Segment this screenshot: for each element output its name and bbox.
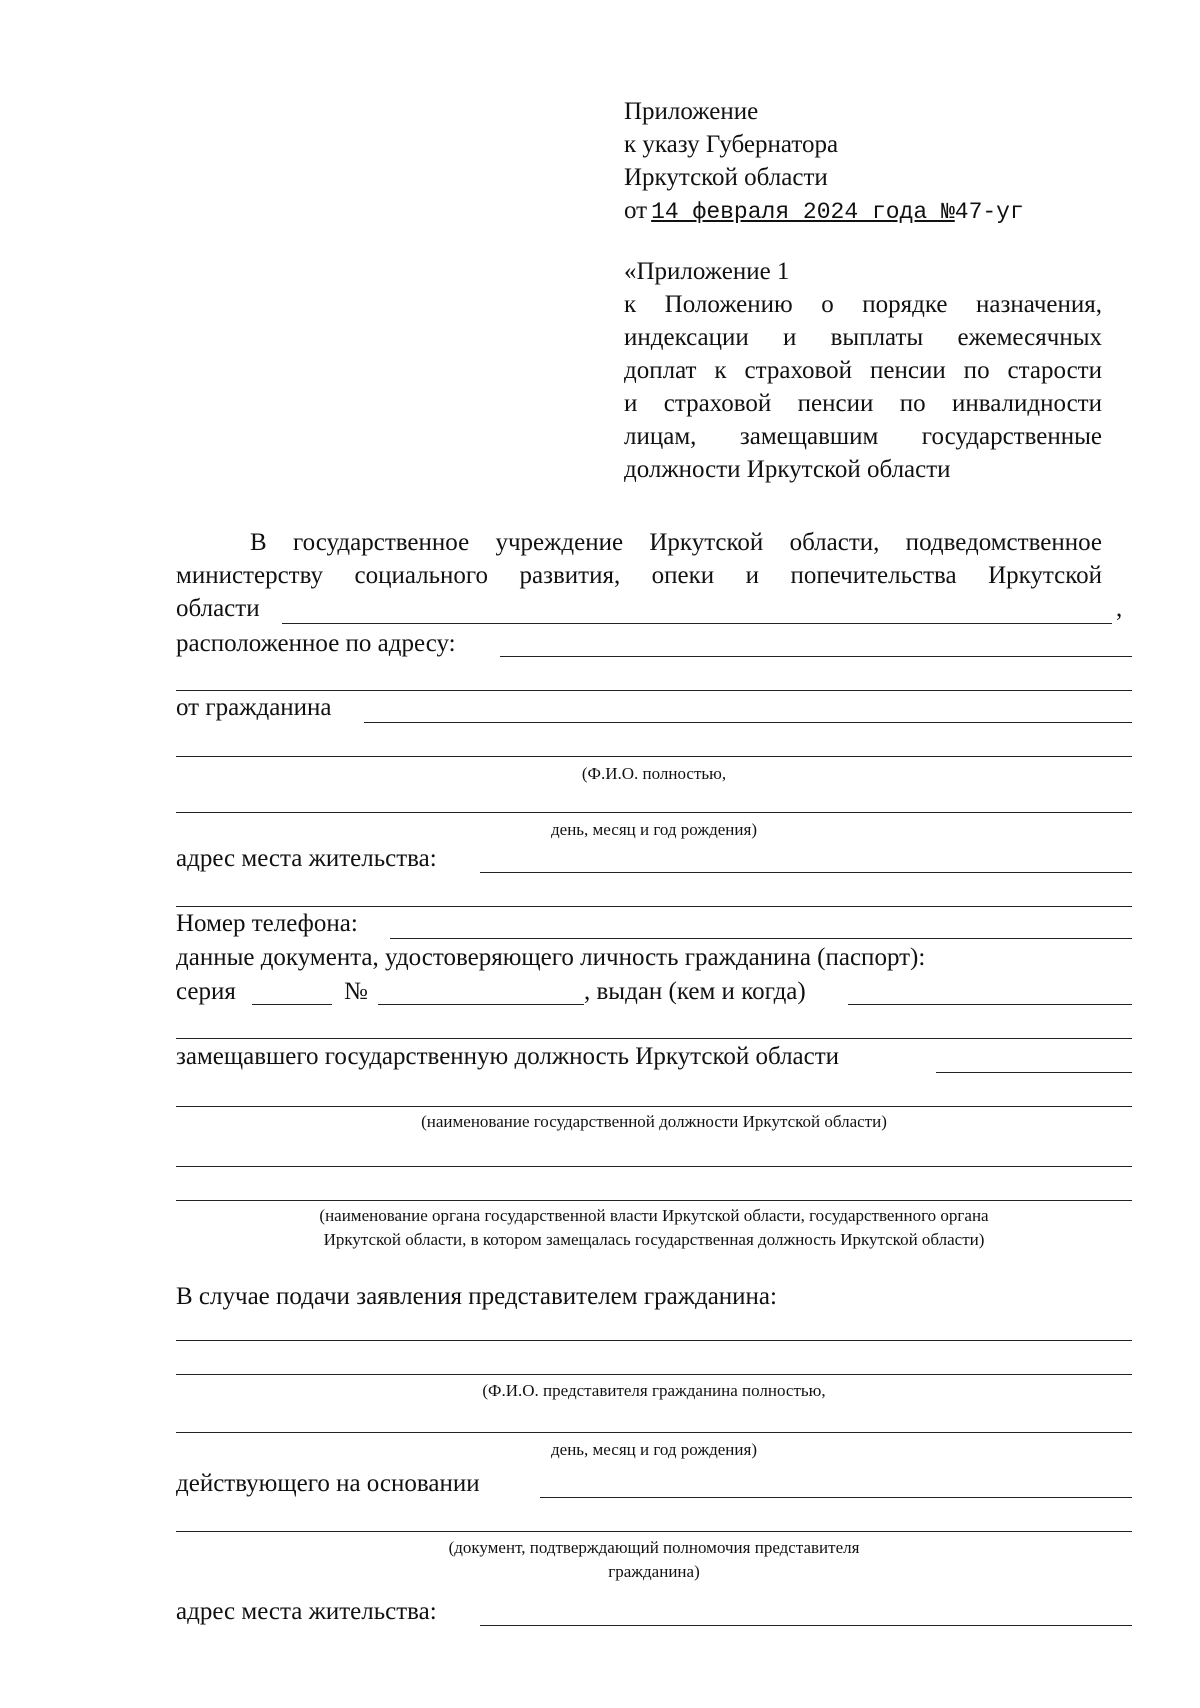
id-doc-label: данные документа, удостоверяющего личность гражданина (паспорт): [176, 944, 926, 971]
position-field[interactable] [936, 1072, 1132, 1073]
representative-heading: В случае подачи заявления представителем гражданина: [176, 1283, 777, 1310]
authority-hint-line-2: гражданина) [608, 1562, 700, 1581]
authority-doc-field[interactable] [540, 1497, 1132, 1498]
appendix-line-6: должности Иркутской области [624, 456, 951, 483]
rep-name-field[interactable] [176, 1340, 1132, 1341]
header-line-3: Иркутской области [624, 164, 828, 191]
fio-hint: (Ф.И.О. полностью, [581, 764, 727, 783]
held-position-label: замещавшего государственную должность Иркутской области [176, 1043, 840, 1070]
rep-residence-label: адрес места жительства: [176, 1598, 437, 1625]
authority-doc-field-2[interactable] [176, 1531, 1132, 1532]
passport-issued-field[interactable] [848, 1004, 1132, 1005]
residence-field-2[interactable] [176, 906, 1132, 907]
header-from: от [624, 197, 648, 224]
passport-series-field[interactable] [252, 1004, 332, 1005]
appendix-line-1: к Положению о порядке назначения, [624, 291, 1102, 318]
intro-comma: , [1116, 595, 1123, 622]
citizen-birth-field[interactable] [176, 812, 1132, 813]
intro-line-2: министерству социального развития, опеки и попечительства Иркутской [176, 562, 1102, 589]
decree-number: 47-уг [954, 199, 1024, 225]
acting-basis-label: действующего на основании [176, 1470, 480, 1497]
header-decree-line [624, 197, 1024, 225]
institution-name-field[interactable] [282, 623, 1112, 624]
phone-field[interactable] [390, 938, 1132, 939]
rep-residence-field[interactable] [480, 1625, 1132, 1626]
organ-hint-line-1: (наименование органа государственной власти Иркутской области, государственного органа [319, 1206, 989, 1225]
position-field-2[interactable] [176, 1106, 1132, 1107]
decree-date: 14 февраля 2024 года № [651, 199, 955, 225]
institution-address-field-2[interactable] [176, 690, 1132, 691]
passport-issued-field-2[interactable] [176, 1038, 1132, 1039]
organ-field[interactable] [176, 1166, 1132, 1167]
intro-line-1: В государственное учреждение Иркутской области, подведомственное [250, 529, 1102, 556]
organ-hint-line-2: Иркутской области, в котором замещалась государственная должность Иркутской области) [323, 1230, 985, 1249]
authority-hint-line-1: (документ, подтверждающий полномочия представителя [448, 1538, 860, 1557]
located-label: расположенное по адресу: [176, 630, 456, 657]
organ-field-2[interactable] [176, 1200, 1132, 1201]
issued-label: , выдан (кем и когда) [584, 978, 806, 1005]
rep-birth-field[interactable] [176, 1432, 1132, 1433]
institution-address-field[interactable] [500, 656, 1132, 657]
residence-label: адрес места жительства: [176, 845, 437, 872]
header-line-2: к указу Губернатора [624, 131, 839, 158]
appendix-line-5: лицам, замещавшим государственные [624, 423, 1102, 450]
citizen-name-field-2[interactable] [176, 756, 1132, 757]
birth-hint: день, месяц и год рождения) [551, 820, 757, 839]
series-label: серия [176, 978, 236, 1005]
appendix-line-2: индексации и выплаты ежемесячных [624, 324, 1102, 351]
phone-label: Номер телефона: [176, 910, 358, 937]
citizen-name-field[interactable] [364, 722, 1132, 723]
number-sign: № [344, 978, 368, 1005]
rep-birth-hint: день, месяц и год рождения) [551, 1440, 757, 1459]
rep-name-field-2[interactable] [176, 1374, 1132, 1375]
residence-field[interactable] [480, 872, 1132, 873]
rep-fio-hint: (Ф.И.О. представителя гражданина полностью, [482, 1381, 826, 1400]
appendix-line-3: доплат к страховой пенсии по старости [624, 357, 1102, 384]
passport-number-field[interactable] [378, 1004, 584, 1005]
from-citizen-label: от гражданина [176, 694, 332, 721]
position-hint: (наименование государственной должности Иркутской области) [421, 1112, 887, 1131]
header-line-1: Приложение [624, 98, 759, 125]
appendix-line-4: и страховой пенсии по инвалидности [624, 390, 1102, 417]
intro-line-3: области [176, 595, 260, 622]
appendix-title: «Приложение 1 [624, 258, 790, 285]
